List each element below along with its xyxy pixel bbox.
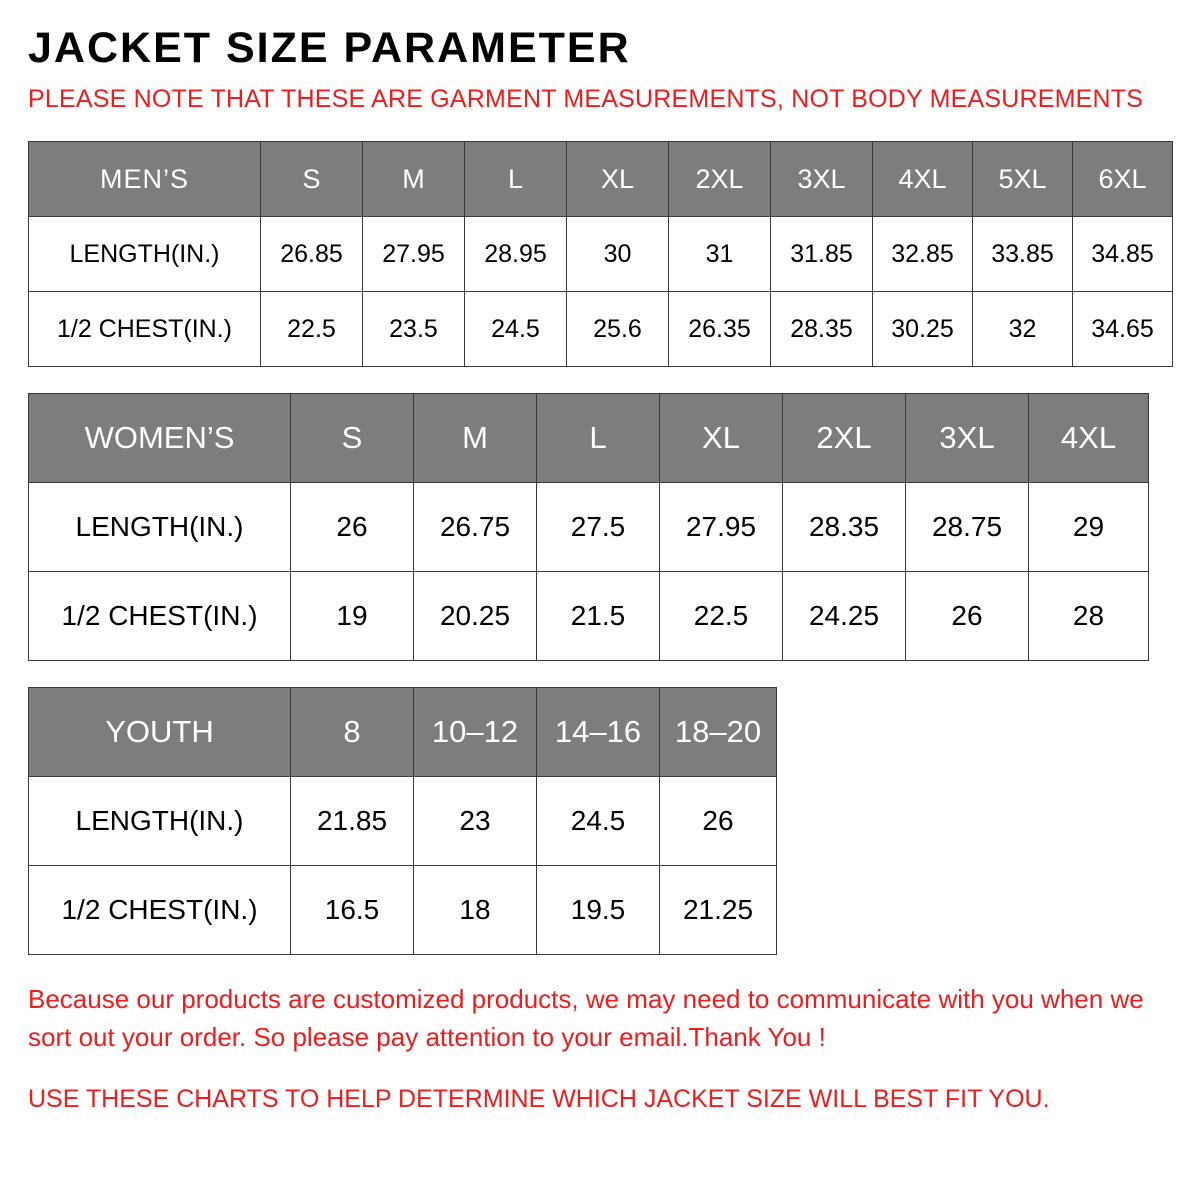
cell-value: 34.85: [1073, 217, 1173, 292]
chart-usage-note: USE THESE CHARTS TO HELP DETERMINE WHICH JACKET SIZE WILL BEST FIT YOU.: [28, 1084, 1050, 1113]
cell-value: 16.5: [291, 866, 414, 955]
cell-value: 21.85: [291, 777, 414, 866]
cell-value: 31: [669, 217, 771, 292]
table-header-row: [29, 394, 1149, 483]
cell-value: 29: [1029, 483, 1149, 572]
youth-size-header: 14–16: [537, 688, 660, 777]
cell-value: 26.75: [414, 483, 537, 572]
cell-value: 21.25: [660, 866, 777, 955]
page-title: JACKET SIZE PARAMETER: [28, 24, 631, 72]
cell-value: 22.5: [660, 572, 783, 661]
cell-value: 32: [973, 292, 1073, 367]
cell-value: 28.35: [783, 483, 906, 572]
cell-value: 19: [291, 572, 414, 661]
cell-value: 24.5: [537, 777, 660, 866]
table-row: [29, 217, 1173, 292]
table-row: [29, 483, 1149, 572]
cell-value: 27.95: [660, 483, 783, 572]
youth-size-header: 10–12: [414, 688, 537, 777]
womens-size-header: S: [291, 394, 414, 483]
mens-size-header: L: [465, 142, 567, 217]
cell-value: 26: [660, 777, 777, 866]
cell-value: 18: [414, 866, 537, 955]
row-label: 1/2 CHEST(IN.): [29, 292, 261, 367]
mens-size-header: S: [261, 142, 363, 217]
table-row: [29, 866, 777, 955]
table-row: [29, 777, 777, 866]
cell-value: 23.5: [363, 292, 465, 367]
womens-size-header: 4XL: [1029, 394, 1149, 483]
mens-size-header: XL: [567, 142, 669, 217]
cell-value: 26.85: [261, 217, 363, 292]
cell-value: 34.65: [1073, 292, 1173, 367]
youth-table-wrapper: [28, 687, 1172, 955]
cell-value: 25.6: [567, 292, 669, 367]
row-label: LENGTH(IN.): [29, 483, 291, 572]
cell-value: 33.85: [973, 217, 1073, 292]
cell-value: 20.25: [414, 572, 537, 661]
measurement-note: PLEASE NOTE THAT THESE ARE GARMENT MEASUREMENTS, NOT BODY MEASUREMENTS: [28, 85, 1144, 114]
cell-value: 28.95: [465, 217, 567, 292]
womens-size-header: 3XL: [906, 394, 1029, 483]
mens-size-header: 6XL: [1073, 142, 1173, 217]
table-row: [29, 292, 1173, 367]
cell-value: 24.5: [465, 292, 567, 367]
youth-size-header: 8: [291, 688, 414, 777]
womens-size-header: 2XL: [783, 394, 906, 483]
womens-size-table: [28, 393, 1149, 661]
cell-value: 28.75: [906, 483, 1029, 572]
cell-value: 26: [291, 483, 414, 572]
cell-value: 32.85: [873, 217, 973, 292]
mens-table-wrapper: [28, 141, 1172, 367]
mens-size-header: 5XL: [973, 142, 1073, 217]
mens-size-table: [28, 141, 1173, 367]
womens-size-header: XL: [660, 394, 783, 483]
cell-value: 22.5: [261, 292, 363, 367]
cell-value: 21.5: [537, 572, 660, 661]
cell-value: 30: [567, 217, 669, 292]
cell-value: 23: [414, 777, 537, 866]
youth-size-table: [28, 687, 777, 955]
mens-size-header: M: [363, 142, 465, 217]
womens-table-wrapper: [28, 393, 1172, 661]
row-label: LENGTH(IN.): [29, 217, 261, 292]
youth-header-label: YOUTH: [29, 688, 291, 777]
cell-value: 31.85: [771, 217, 873, 292]
table-header-row: [29, 688, 777, 777]
cell-value: 28.35: [771, 292, 873, 367]
cell-value: 26: [906, 572, 1029, 661]
row-label: 1/2 CHEST(IN.): [29, 866, 291, 955]
cell-value: 26.35: [669, 292, 771, 367]
cell-value: 30.25: [873, 292, 973, 367]
cell-value: 19.5: [537, 866, 660, 955]
mens-header-label: MEN’S: [29, 142, 261, 217]
customization-note: Because our products are customized products, we may need to communicate with you when we sort out your order. So please pay attention to your email.Thank You !: [28, 984, 1144, 1052]
cell-value: 28: [1029, 572, 1149, 661]
cell-value: 27.5: [537, 483, 660, 572]
mens-size-header: 4XL: [873, 142, 973, 217]
cell-value: 27.95: [363, 217, 465, 292]
table-header-row: [29, 142, 1173, 217]
womens-size-header: M: [414, 394, 537, 483]
womens-header-label: WOMEN’S: [29, 394, 291, 483]
youth-size-header: 18–20: [660, 688, 777, 777]
table-row: [29, 572, 1149, 661]
womens-size-header: L: [537, 394, 660, 483]
mens-size-header: 2XL: [669, 142, 771, 217]
mens-size-header: 3XL: [771, 142, 873, 217]
cell-value: 24.25: [783, 572, 906, 661]
row-label: 1/2 CHEST(IN.): [29, 572, 291, 661]
row-label: LENGTH(IN.): [29, 777, 291, 866]
